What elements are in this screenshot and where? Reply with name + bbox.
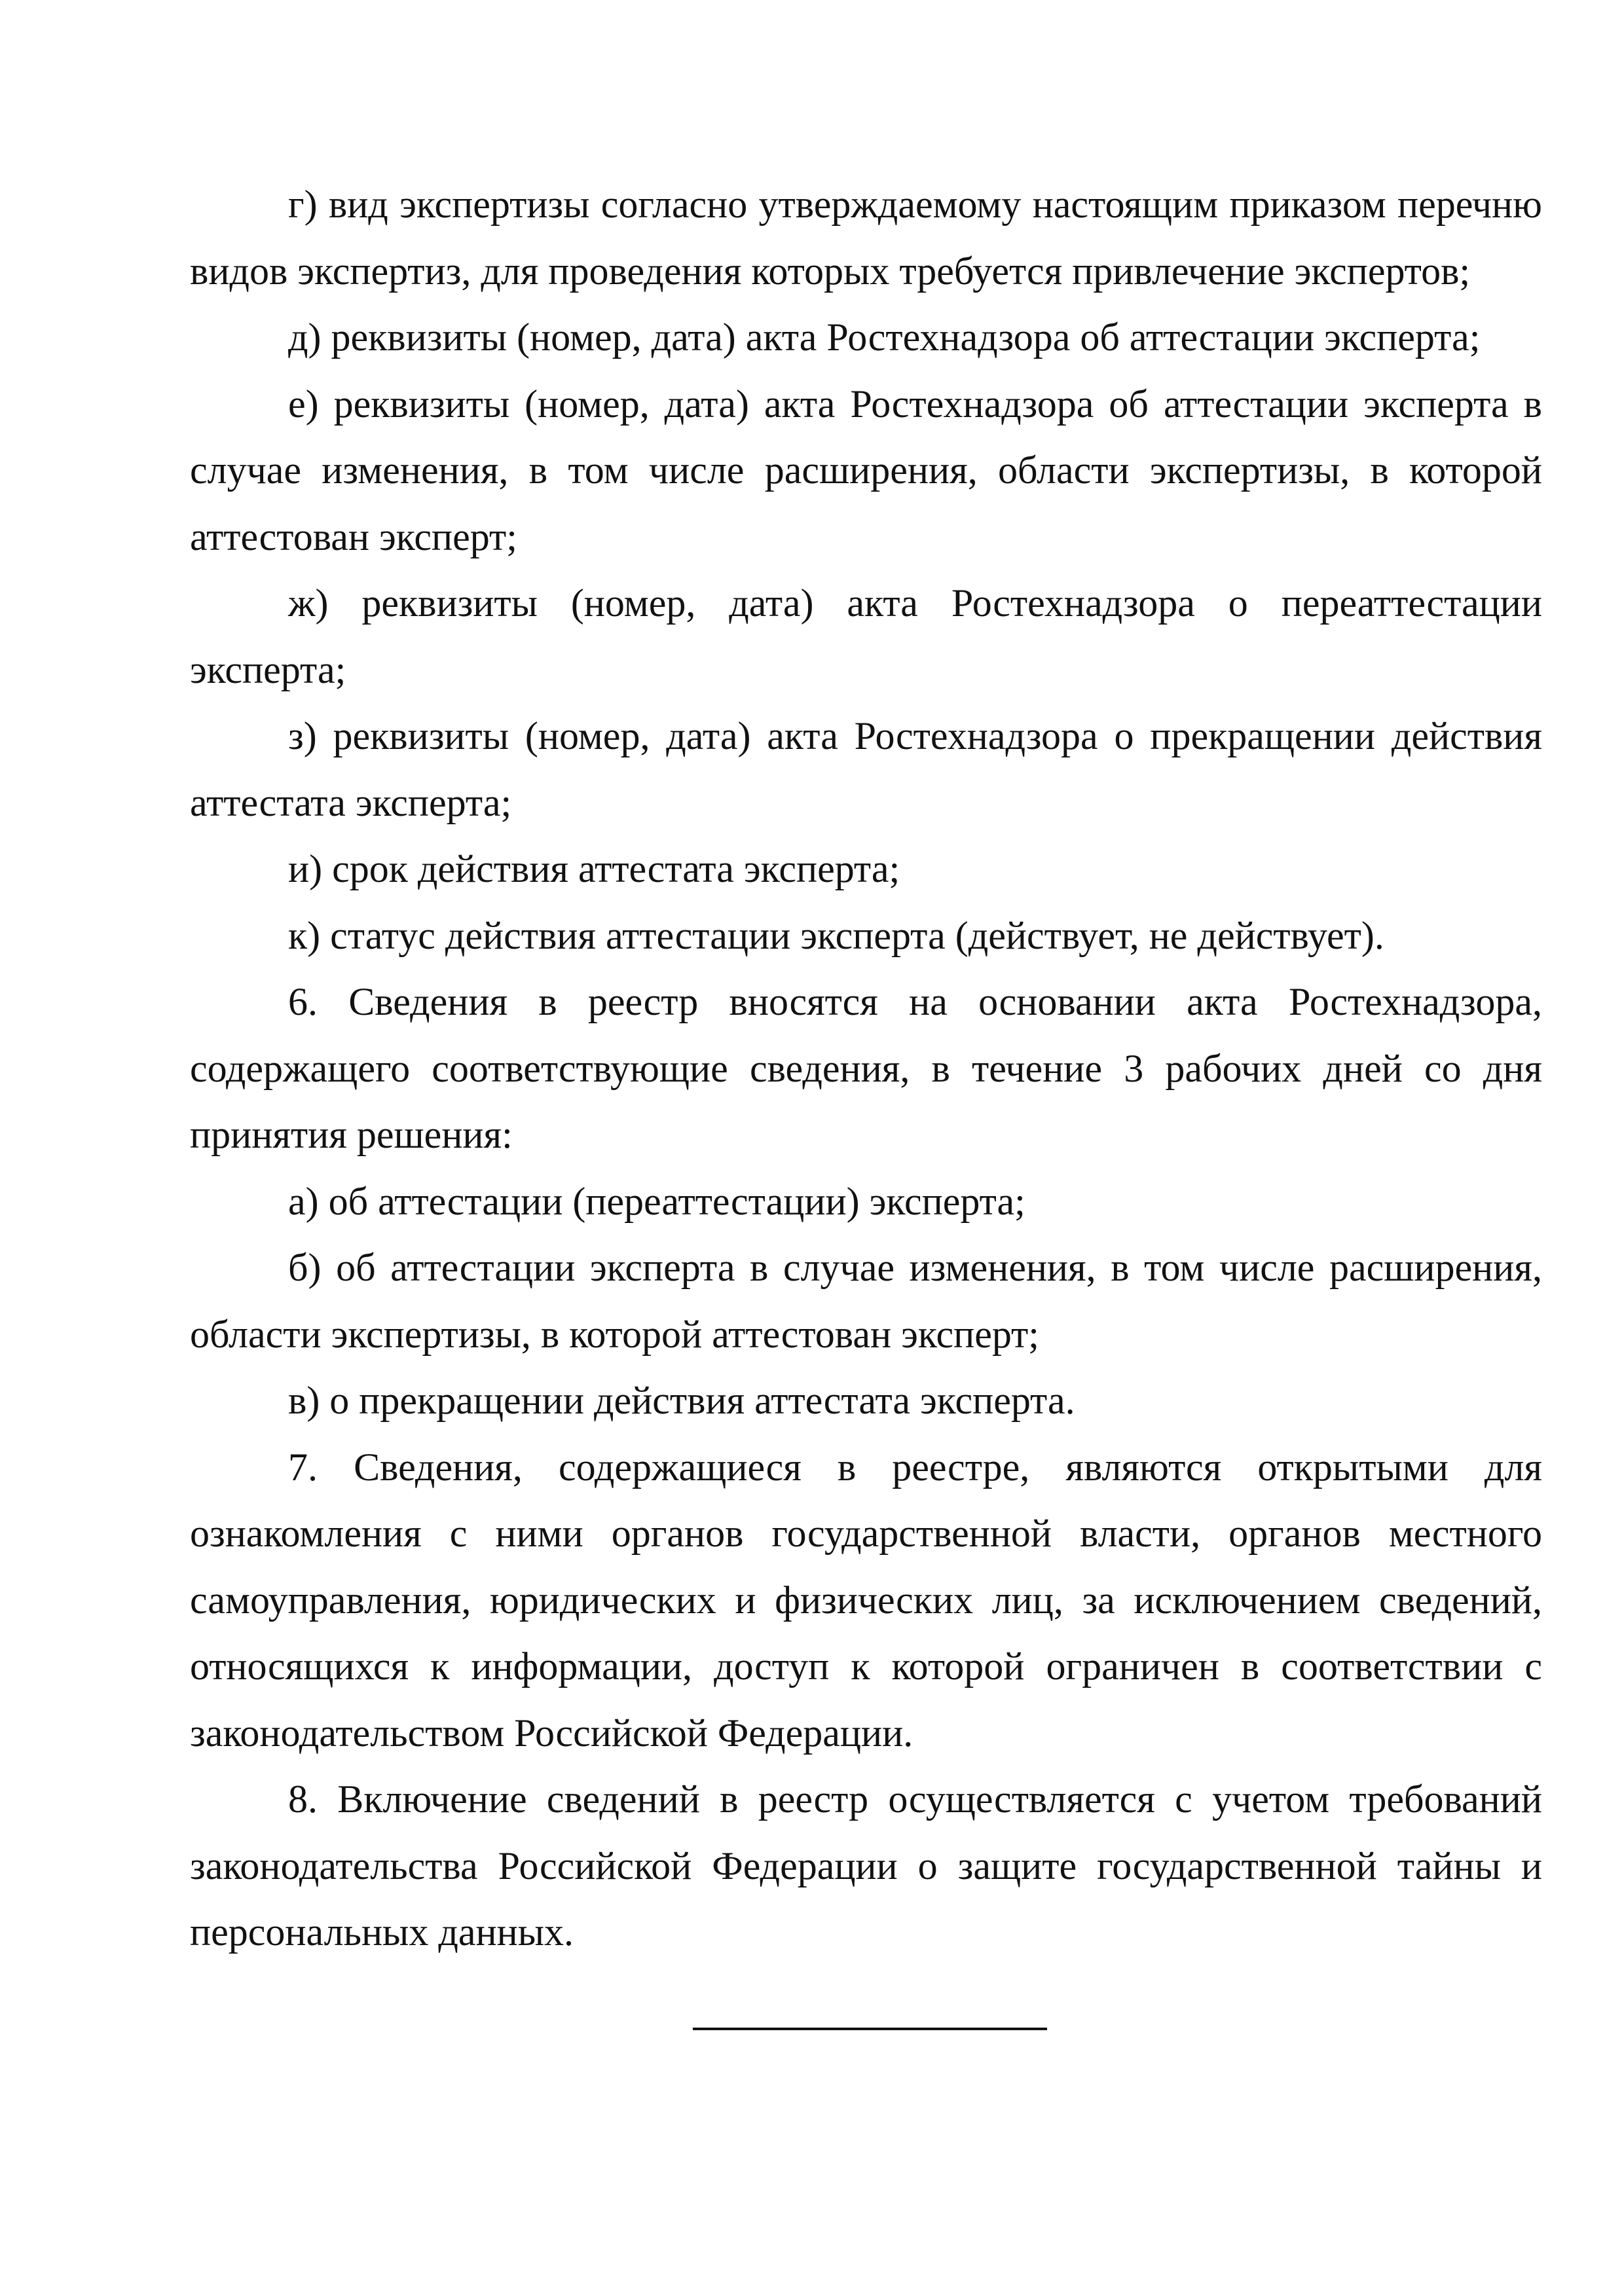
paragraph-item-e: е) реквизиты (номер, дата) акта Ростехнадзора об аттестации эксперта в случае изменения, в том числе расширения, области экспертизы, в которой аттестован эксперт;: [190, 382, 1542, 558]
paragraph-item-b: б) об аттестации эксперта в случае изменения, в том числе расширения, области экспертизы, в которой аттестован эксперт;: [190, 1246, 1542, 1356]
paragraph-item-d: д) реквизиты (номер, дата) акта Ростехнадзора об аттестации эксперта;: [288, 316, 1481, 359]
paragraph-item-k: к) статус действия аттестации эксперта (действует, не действует).: [288, 913, 1384, 957]
closing-divider: [693, 2028, 1047, 2030]
document-body: [190, 172, 1542, 1966]
paragraph-clause-6: 6. Сведения в реестр вносятся на основании акта Ростехнадзора, содержащего соответствующие сведения, в течение 3 рабочих дней со дня принятия решения:: [190, 980, 1542, 1156]
paragraph-item-zh: ж) реквизиты (номер, дата) акта Ростехнадзора о переаттестации эксперта;: [190, 581, 1542, 691]
paragraph-item-i: и) срок действия аттестата эксперта;: [288, 847, 900, 890]
paragraph-item-a: а) об аттестации (переаттестации) эксперта;: [288, 1179, 1025, 1223]
paragraph-clause-7: 7. Сведения, содержащиеся в реестре, являются открытыми для ознакомления с ними органов государственной власти, органов местного самоуправления, юридических и физических лиц, за исключением сведений, относящихся к информации, доступ к которой ограничен в соответствии с законодательством Российской Федерации.: [190, 1445, 1542, 1755]
paragraph-item-v: в) о прекращении действия аттестата эксперта.: [288, 1379, 1075, 1422]
paragraph-clause-8: 8. Включение сведений в реестр осуществляется с учетом требований законодательства Российской Федерации о защите государственной тайны и персональных данных.: [190, 1777, 1542, 1954]
paragraph-item-z: з) реквизиты (номер, дата) акта Ростехнадзора о прекращении действия аттестата эксперта;: [190, 714, 1542, 824]
paragraph-item-g: г) вид экспертизы согласно утверждаемому настоящим приказом перечню видов экспертиз, для проведения которых требуется привлечение экспертов;: [190, 183, 1542, 293]
